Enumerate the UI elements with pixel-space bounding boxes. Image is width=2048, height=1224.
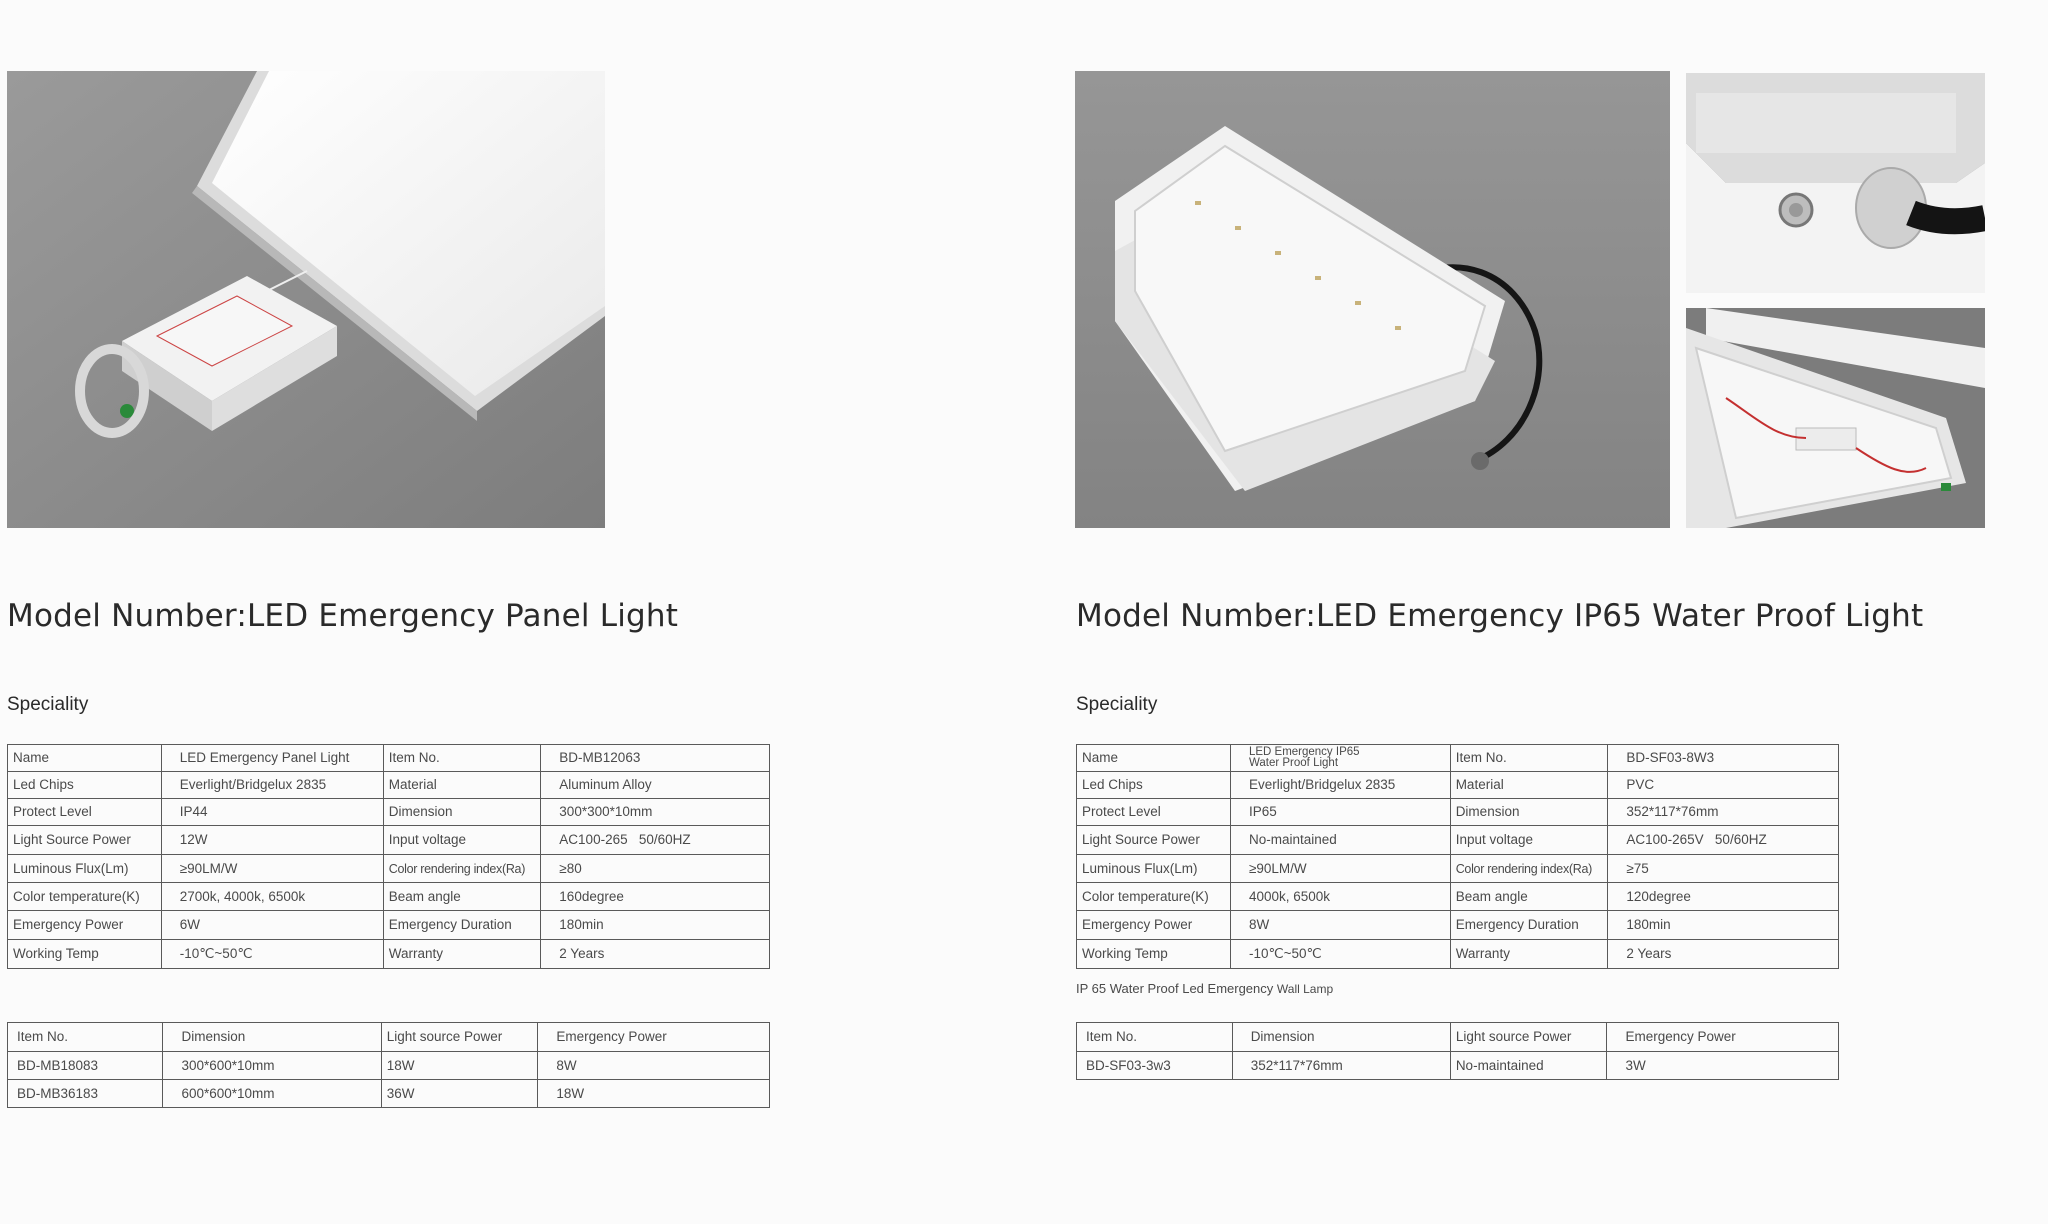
spec-value: 2700k, 4000k, 6500k: [161, 883, 383, 911]
note-main: IP 65 Water Proof Led Emergency: [1076, 981, 1274, 996]
spec-label: Light Source Power: [8, 826, 162, 855]
switch-detail-photo: [1686, 73, 1985, 293]
waterproof-light-variant-table: [1076, 1022, 1839, 1080]
table-row: [8, 826, 770, 855]
spec-value: ≥90LM/W: [161, 855, 383, 883]
table-row: [1077, 911, 1839, 940]
note-small: Wall Lamp: [1276, 982, 1334, 996]
spec-label: Material: [383, 772, 541, 799]
table-row: [8, 1052, 770, 1080]
spec-value: -10℃~50℃: [1230, 940, 1450, 969]
table-row: [8, 1080, 770, 1108]
spec-label: Emergency Power: [8, 911, 162, 940]
spec-value: ≥75: [1608, 855, 1839, 883]
spec-value: Aluminum Alloy: [541, 772, 770, 799]
spec-value-name: [1230, 745, 1450, 772]
table-row: [8, 745, 770, 772]
panel-light-photo: [7, 71, 605, 528]
spec-value: BD-MB12063: [541, 745, 770, 772]
variant-cell: BD-MB36183: [8, 1080, 163, 1108]
spec-label: Emergency Duration: [1450, 911, 1608, 940]
spec-value: 4000k, 6500k: [1230, 883, 1450, 911]
table-row: [8, 855, 770, 883]
variant-cell: 3W: [1607, 1052, 1839, 1080]
variant-cell: 18W: [538, 1080, 770, 1108]
spec-value: PVC: [1608, 772, 1839, 799]
table-row: [8, 940, 770, 969]
spec-label: Input voltage: [383, 826, 541, 855]
spec-label: Led Chips: [8, 772, 162, 799]
spec-label: Item No.: [1450, 745, 1608, 772]
waterproof-light-speciality-label: Speciality: [1076, 694, 1158, 715]
spec-label: Color temperature(K): [8, 883, 162, 911]
spec-label: Warranty: [383, 940, 541, 969]
table-row: [1077, 745, 1839, 772]
spec-value: 2 Years: [541, 940, 770, 969]
table-row: [8, 911, 770, 940]
spec-label: Luminous Flux(Lm): [1077, 855, 1231, 883]
table-row: [8, 772, 770, 799]
spec-label: Warranty: [1450, 940, 1608, 969]
spec-value: Everlight/Bridgelux 2835: [1230, 772, 1450, 799]
variant-cell: 8W: [538, 1052, 770, 1080]
spec-label: Name: [1077, 745, 1231, 772]
table-row: [1077, 883, 1839, 911]
name-line-1: LED Emergency IP65: [1248, 746, 1360, 758]
spec-label: Led Chips: [1077, 772, 1231, 799]
variant-cell: BD-MB18083: [8, 1052, 163, 1080]
variant-cell: 18W: [381, 1052, 538, 1080]
spec-label: Protect Level: [8, 799, 162, 826]
spec-label: Emergency Power: [1077, 911, 1231, 940]
table-header-row: [8, 1023, 770, 1052]
panel-light-title: Model Number:LED Emergency Panel Light: [7, 598, 679, 634]
panel-light-speciality-label: Speciality: [7, 694, 89, 715]
name-line-2: Water Proof Light: [1248, 757, 1339, 769]
table-row: [1077, 772, 1839, 799]
spec-value: 12W: [161, 826, 383, 855]
spec-value: IP44: [161, 799, 383, 826]
interior-detail-photo: [1686, 308, 1985, 528]
spec-label: Beam angle: [1450, 883, 1608, 911]
spec-label: Name: [8, 745, 162, 772]
spec-value: 300*300*10mm: [541, 799, 770, 826]
spec-value: 160degree: [541, 883, 770, 911]
waterproof-light-title: Model Number:LED Emergency IP65 Water Proof Light: [1076, 598, 1924, 634]
spec-value: AC100-265 50/60HZ: [541, 826, 770, 855]
spec-value: 8W: [1230, 911, 1450, 940]
table-row: [1077, 799, 1839, 826]
spec-value: LED Emergency Panel Light: [161, 745, 383, 772]
variant-cell: No-maintained: [1450, 1052, 1607, 1080]
spec-value: AC100-265V 50/60HZ: [1608, 826, 1839, 855]
variant-header-cell: Item No.: [1077, 1023, 1233, 1052]
spec-value: 180min: [1608, 911, 1839, 940]
spec-value: BD-SF03-8W3: [1608, 745, 1839, 772]
table-row: [8, 883, 770, 911]
spec-value: ≥80: [541, 855, 770, 883]
spec-label: Color temperature(K): [1077, 883, 1231, 911]
variant-header-cell: Light source Power: [1450, 1023, 1607, 1052]
table-row: [1077, 826, 1839, 855]
variant-header-cell: Dimension: [163, 1023, 381, 1052]
waterproof-light-spec-table: [1076, 744, 1839, 969]
spec-label: Item No.: [383, 745, 541, 772]
panel-light-spec-table: [7, 744, 770, 969]
variant-header-cell: Item No.: [8, 1023, 163, 1052]
variant-header-cell: Emergency Power: [538, 1023, 770, 1052]
table-row: [8, 799, 770, 826]
variant-cell: 352*117*76mm: [1232, 1052, 1450, 1080]
spec-label: Working Temp: [8, 940, 162, 969]
spec-value: -10℃~50℃: [161, 940, 383, 969]
table-row: [1077, 940, 1839, 969]
spec-label: Dimension: [1450, 799, 1608, 826]
variant-header-cell: Emergency Power: [1607, 1023, 1839, 1052]
panel-light-variant-table: [7, 1022, 770, 1108]
waterproof-light-note: [1076, 981, 1333, 996]
spec-label: Working Temp: [1077, 940, 1231, 969]
variant-cell: BD-SF03-3w3: [1077, 1052, 1233, 1080]
spec-value: Everlight/Bridgelux 2835: [161, 772, 383, 799]
spec-label: Color rendering index(Ra): [383, 855, 541, 883]
spec-label: Dimension: [383, 799, 541, 826]
spec-label: Luminous Flux(Lm): [8, 855, 162, 883]
spec-label: Light Source Power: [1077, 826, 1231, 855]
spec-value: 180min: [541, 911, 770, 940]
variant-header-cell: Dimension: [1232, 1023, 1450, 1052]
waterproof-light-photo: [1075, 71, 1670, 528]
spec-value: 2 Years: [1608, 940, 1839, 969]
table-row: [1077, 855, 1839, 883]
spec-label: Protect Level: [1077, 799, 1231, 826]
spec-label: Input voltage: [1450, 826, 1608, 855]
spec-label: Emergency Duration: [383, 911, 541, 940]
spec-label: Color rendering index(Ra): [1450, 855, 1608, 883]
table-row: [1077, 1052, 1839, 1080]
spec-value: IP65: [1230, 799, 1450, 826]
variant-cell: 600*600*10mm: [163, 1080, 381, 1108]
table-header-row: [1077, 1023, 1839, 1052]
spec-label: Beam angle: [383, 883, 541, 911]
variant-cell: 36W: [381, 1080, 538, 1108]
variant-header-cell: Light source Power: [381, 1023, 538, 1052]
spec-label: Material: [1450, 772, 1608, 799]
spec-value: 120degree: [1608, 883, 1839, 911]
variant-cell: 300*600*10mm: [163, 1052, 381, 1080]
spec-value: 6W: [161, 911, 383, 940]
spec-value: ≥90LM/W: [1230, 855, 1450, 883]
spec-value: No-maintained: [1230, 826, 1450, 855]
spec-value: 352*117*76mm: [1608, 799, 1839, 826]
